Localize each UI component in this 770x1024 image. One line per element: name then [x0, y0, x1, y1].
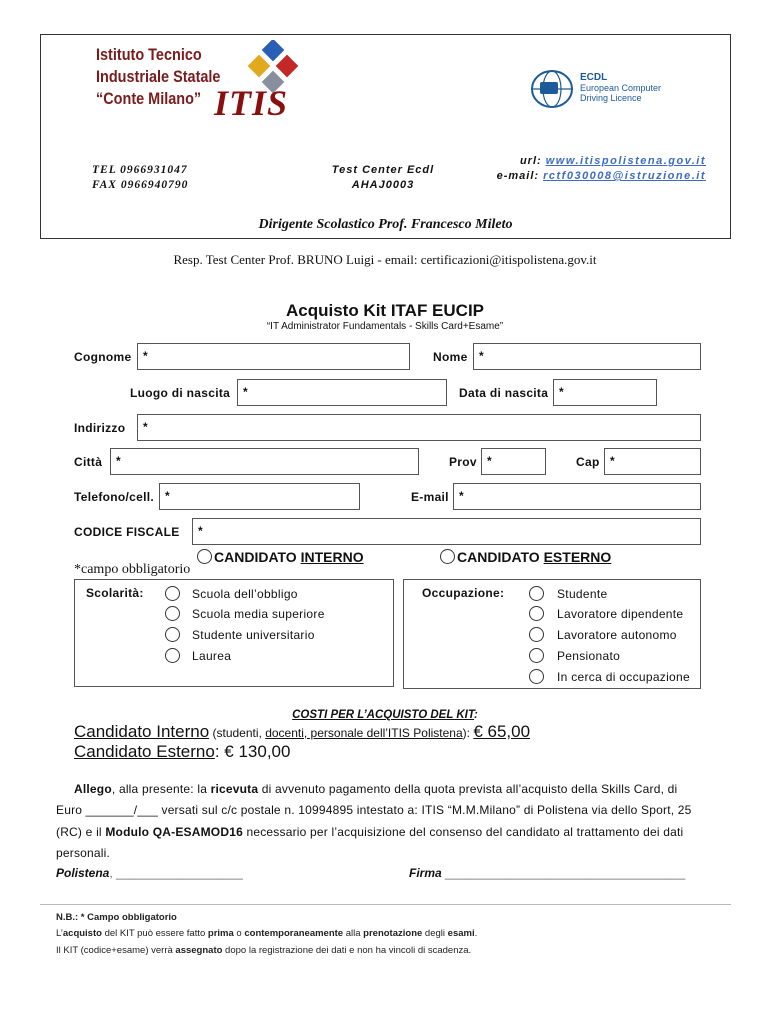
n2-t1: Il KIT (codice+esame) verrà: [56, 945, 176, 956]
itis-logo-text: ITIS: [214, 83, 289, 123]
scolarita-option-1-label: Scuola dell’obbligo: [192, 587, 298, 601]
allego-line-1: [74, 782, 714, 796]
occupazione-option-2-radio[interactable]: [529, 606, 544, 621]
n1-t6: .: [474, 928, 478, 939]
email-input[interactable]: [453, 483, 701, 510]
scolarita-option-2-radio[interactable]: [165, 606, 180, 621]
candidato-interno-label: [214, 549, 364, 565]
n1-b5: esami: [447, 928, 475, 939]
required-mark: *: [243, 385, 248, 399]
fax-number: FAX 0966940790: [92, 179, 189, 191]
cognome-label: Cognome: [74, 350, 132, 364]
candidato-interno-radio[interactable]: [197, 549, 212, 564]
allego-text-2: di avvenuto pagamento della quota prevista all’acquisto della Skills Card, di: [258, 782, 678, 796]
candidato-esterno-underlined: ESTERNO: [543, 549, 612, 565]
form-title: Acquisto Kit ITAF EUCIP: [285, 301, 484, 320]
email-field-label: E-mail: [411, 490, 449, 504]
costo-interno-line: [74, 722, 530, 742]
ecdl-line-3: Driving Licence: [580, 93, 642, 103]
interno-paren-open: (studenti,: [209, 726, 266, 740]
polistena-date-line: [56, 866, 243, 880]
required-mark: *: [459, 489, 464, 503]
indirizzo-label: Indirizzo: [74, 421, 126, 435]
n1-b3: contemporaneamente: [244, 928, 344, 939]
occupazione-option-5-radio[interactable]: [529, 669, 544, 684]
candidato-esterno-radio[interactable]: [440, 549, 455, 564]
scolarita-option-4-radio[interactable]: [165, 648, 180, 663]
modulo-bold: Modulo QA-ESAMOD16: [105, 825, 243, 839]
required-mark: *: [165, 489, 170, 503]
school-name: [96, 44, 220, 110]
data-nascita-label: Data di nascita: [459, 386, 549, 400]
scolarita-option-4-label: Laurea: [192, 649, 232, 663]
footer-divider: [40, 904, 731, 905]
costi-heading-text: COSTI PER L’ACQUISTO DEL KIT: [292, 709, 475, 721]
nome-label: Nome: [433, 350, 468, 364]
occupazione-label: Occupazione:: [422, 586, 505, 600]
occupazione-option-4-label: Pensionato: [557, 649, 621, 663]
codice-fiscale-input[interactable]: [192, 518, 701, 545]
note-line-2: [56, 945, 471, 956]
dirigente-line: Dirigente Scolastico Prof. Francesco Mileto: [258, 217, 513, 232]
interno-paren-close: ):: [462, 726, 474, 740]
website-link[interactable]: www.itispolistena.gov.it: [545, 155, 706, 167]
data-nascita-input[interactable]: [553, 379, 657, 406]
required-mark: *: [198, 524, 203, 538]
ricevuta-bold: ricevuta: [210, 782, 259, 796]
luogo-nascita-label: Luogo di nascita: [130, 386, 231, 400]
required-mark: *: [143, 420, 148, 434]
n1-t4: alla: [343, 928, 364, 939]
tel-number: TEL 0966931047: [92, 164, 188, 176]
firma-label: Firma: [409, 866, 442, 880]
candidato-esterno-label: [457, 549, 611, 565]
campo-obbligatorio-note: *campo obbligatorio: [74, 562, 191, 577]
school-line-2: Industriale Statale: [96, 67, 221, 86]
candidato-esterno-prefix: CANDIDATO: [457, 549, 544, 565]
line3-text-2: necessario per l’acquisizione del consenso del candidato al trattamento dei dati: [242, 825, 684, 839]
allego-bold: Allego: [74, 782, 112, 796]
n1-b2: prima: [207, 928, 234, 939]
url-label: url:: [519, 155, 546, 167]
interno-price: € 65,00: [473, 722, 531, 741]
candidato-interno-cost-label: Candidato Interno: [74, 722, 210, 741]
school-email-link[interactable]: rctf030008@istruzione.it: [543, 170, 706, 182]
email-label: e-mail:: [496, 170, 544, 182]
form-subtitle: “IT Administrator Fundamentals - Skills Card+Esame”: [266, 321, 504, 332]
n1-t1: L’: [56, 928, 63, 939]
n1-t3: o: [233, 928, 245, 939]
allego-line-4: personali.: [56, 846, 111, 860]
test-center-label: Test Center Ecdl: [331, 164, 435, 176]
n1-b1: acquisto: [62, 928, 102, 939]
ecdl-line-2: European Computer: [580, 83, 662, 93]
test-center-code: AHAJ0003: [351, 179, 415, 191]
signature-blank[interactable]: ____________________________________: [441, 866, 686, 880]
esterno-price: : € 130,00: [214, 742, 291, 761]
indirizzo-input[interactable]: [137, 414, 701, 441]
telefono-label: Telefono/cell.: [74, 490, 154, 504]
school-line-3: “Conte Milano”: [96, 89, 202, 108]
occupazione-option-4-radio[interactable]: [529, 648, 544, 663]
required-mark: *: [479, 349, 484, 363]
scolarita-option-2-label: Scuola media superiore: [192, 607, 325, 621]
web-contact-block: [470, 154, 706, 184]
line3-text-1: (RC) e il: [56, 825, 106, 839]
codice-fiscale-label: CODICE FISCALE: [74, 525, 180, 539]
scolarita-option-3-label: Studente universitario: [192, 628, 315, 642]
interno-docenti: docenti, personale dell’ITIS Polistena: [265, 726, 463, 740]
allego-line-2: Euro _______/___ versati sul c/c postale n. 10994895 intestato a: ITIS “M.M.Milano” di Polistena via dello Sport, 25: [56, 803, 692, 817]
nome-input[interactable]: [473, 343, 701, 370]
n2-t2: dopo la registrazione dei dati e non ha vincoli di scadenza.: [222, 945, 472, 956]
allego-line-3: [56, 825, 683, 839]
occupazione-option-3-label: Lavoratore autonomo: [557, 628, 677, 642]
citta-label: Città: [74, 455, 103, 469]
costi-heading-colon: :: [474, 709, 478, 721]
occupazione-option-2-label: Lavoratore dipendente: [557, 607, 684, 621]
ecdl-title: ECDL: [580, 72, 608, 83]
cap-label: Cap: [576, 455, 600, 469]
n1-b4: prenotazione: [363, 928, 423, 939]
required-mark: *: [143, 349, 148, 363]
nb-note: N.B.: * Campo obbligatorio: [56, 912, 177, 923]
candidato-interno-prefix: CANDIDATO: [214, 549, 301, 565]
prov-input[interactable]: [481, 448, 546, 475]
candidato-esterno-cost-label: Candidato Esterno: [74, 742, 215, 761]
costi-heading: [0, 709, 770, 721]
occupazione-option-1-radio[interactable]: [529, 586, 544, 601]
n1-t5: degli: [422, 928, 448, 939]
ecdl-globe-icon: [528, 68, 576, 110]
required-mark: *: [116, 454, 121, 468]
allego-text-1: , alla presente: la: [111, 782, 211, 796]
scolarita-label: Scolarità:: [86, 586, 144, 600]
candidato-interno-underlined: INTERNO: [300, 549, 364, 565]
costo-esterno-line: [74, 742, 290, 762]
occupazione-option-3-radio[interactable]: [529, 627, 544, 642]
cap-input[interactable]: [604, 448, 701, 475]
ecdl-text: [580, 73, 661, 103]
date-blank[interactable]: , ___________________: [109, 866, 243, 880]
n2-b1: assegnato: [175, 945, 223, 956]
resp-test-center-line: Resp. Test Center Prof. BRUNO Luigi - email: certificazioni@itispolistena.gov.it: [173, 252, 597, 267]
cognome-input[interactable]: [137, 343, 410, 370]
polistena-label: Polistena: [56, 866, 110, 880]
scolarita-option-1-radio[interactable]: [165, 586, 180, 601]
occupazione-option-1-label: Studente: [557, 587, 608, 601]
citta-input[interactable]: [110, 448, 419, 475]
n1-t2: del KIT può essere fatto: [101, 928, 208, 939]
luogo-nascita-input[interactable]: [237, 379, 447, 406]
school-line-1: Istituto Tecnico: [96, 45, 202, 64]
phone-block: [92, 163, 188, 193]
scolarita-option-3-radio[interactable]: [165, 627, 180, 642]
note-line-1: [56, 928, 477, 939]
required-mark: *: [610, 454, 615, 468]
required-mark: *: [487, 454, 492, 468]
firma-line: [409, 866, 685, 880]
test-center-block: [318, 163, 448, 193]
required-mark: *: [559, 385, 564, 399]
prov-label: Prov: [449, 455, 477, 469]
occupazione-option-5-label: In cerca di occupazione: [557, 670, 690, 684]
telefono-input[interactable]: [159, 483, 360, 510]
